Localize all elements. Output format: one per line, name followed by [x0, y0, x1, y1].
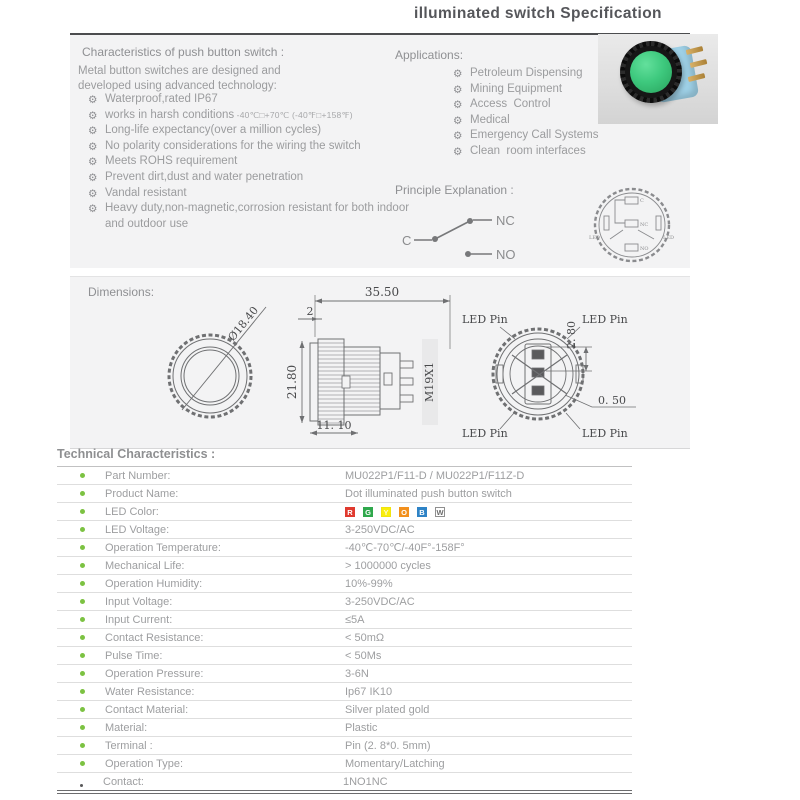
table-row [57, 665, 632, 683]
pinout-label-nc: NC [640, 222, 649, 228]
dim-led-pin-br: LED Pin [582, 427, 628, 440]
list-item: ⚙ Vandal resistant [88, 186, 187, 200]
gear-icon: ⚙ [88, 171, 98, 184]
gear-icon: ⚙ [88, 187, 98, 200]
table-row [57, 503, 632, 521]
led-color-swatch: W [436, 507, 444, 517]
dim-side-knurl: 11. 10 [316, 419, 352, 432]
row-value: MU022P1/F11-D / MU022P1/F11Z-D [345, 469, 525, 482]
table-row [57, 521, 632, 539]
gear-icon: ⚙ [453, 130, 463, 143]
page-title: illuminated switch Specification [414, 5, 662, 22]
table-row [57, 701, 632, 719]
circuit-label-c: C [402, 233, 412, 248]
green-button-face [630, 51, 672, 93]
list-item: ⚙ Petroleum Dispensing [453, 67, 583, 80]
table-row [57, 737, 632, 755]
row-label: LED Voltage: [105, 523, 170, 536]
led-color-swatch: Y [381, 507, 391, 517]
table-row [57, 683, 632, 701]
row-value: Plastic [345, 721, 378, 734]
table-row [57, 467, 632, 485]
row-label: Contact Resistance: [105, 631, 204, 644]
pinout-label-led-left: LED [589, 235, 600, 241]
principle-heading: Principle Explanation : [395, 183, 514, 197]
row-value: ≤5A [345, 613, 365, 626]
row-value: < 50Ms [345, 649, 382, 662]
gear-icon: ⚙ [88, 203, 98, 216]
gear-icon: ⚙ [88, 140, 98, 153]
list-item: ⚙ Clean room interfaces [453, 144, 586, 158]
characteristics-heading: Characteristics of push button switch : [82, 45, 285, 59]
dimensions-heading: Dimensions: [88, 285, 155, 299]
table-row [57, 593, 632, 611]
row-bullet-icon [80, 509, 85, 514]
dimension-drawing [70, 277, 690, 450]
row-bullet-icon [80, 473, 85, 478]
characteristics-intro: Metal button switches are designed and developed using advanced technology: [78, 65, 281, 92]
row-label: Pulse Time: [105, 649, 163, 662]
row-label: LED Color: [105, 505, 159, 518]
table-row [57, 611, 632, 629]
row-bullet-icon [80, 527, 85, 532]
row-bullet-icon [80, 617, 85, 622]
characteristics-list [88, 92, 423, 232]
gear-icon: ⚙ [88, 109, 98, 122]
row-value: Ip67 IK10 [345, 685, 393, 698]
dim-side-cap: 2 [306, 305, 314, 318]
row-bullet-icon [80, 599, 85, 604]
row-label: Product Name: [105, 487, 179, 500]
row-label: Water Resistance: [105, 685, 195, 698]
circuit-label-no: NO [496, 247, 516, 262]
led-color-swatch: O [399, 507, 409, 517]
led-color-swatch: G [363, 507, 373, 517]
circuit-diagram [398, 197, 558, 269]
row-value: 10%-99% [345, 577, 393, 590]
dimensions-panel [70, 276, 690, 449]
table-row [57, 575, 632, 593]
row-bullet-icon [80, 671, 85, 676]
tech-table [57, 467, 632, 794]
row-value: 3-250VDC/AC [345, 595, 415, 608]
row-bullet-icon [80, 689, 85, 694]
row-bullet-icon [80, 784, 83, 787]
row-bullet-icon [80, 743, 85, 748]
dim-led-pin-tr: LED Pin [582, 313, 628, 326]
table-row [57, 755, 632, 773]
dim-side-height: 21.80 [285, 364, 299, 400]
row-label: Operation Humidity: [105, 577, 203, 590]
row-label: Operation Pressure: [105, 667, 204, 680]
gear-icon: ⚙ [88, 125, 98, 138]
product-photo [598, 34, 718, 124]
row-label: Terminal : [105, 739, 153, 752]
row-bullet-icon [80, 653, 85, 658]
list-item: ⚙ Waterproof,rated IP67 [88, 93, 218, 106]
row-label: Part Number: [105, 469, 171, 482]
gear-icon: ⚙ [453, 83, 463, 96]
row-value: 1NO1NC [343, 775, 388, 788]
row-label: Input Voltage: [105, 595, 173, 608]
row-value: Momentary/Latching [345, 757, 445, 770]
dim-side-width: 35.50 [364, 285, 400, 299]
row-bullet-icon [80, 491, 85, 496]
row-bullet-icon [80, 563, 85, 568]
table-row [57, 719, 632, 737]
row-bullet-icon [80, 707, 85, 712]
button-bezel [620, 41, 682, 103]
row-bullet-icon [80, 725, 85, 730]
overview-panel [70, 33, 690, 268]
row-label: Operation Temperature: [105, 541, 221, 554]
led-color-swatch: R [345, 507, 355, 517]
led-color-swatch: B [417, 507, 427, 517]
row-value: 3-6N [345, 667, 369, 680]
table-row [57, 773, 632, 794]
tech-table-heading: Technical Characteristics : [57, 444, 632, 467]
gear-icon: ⚙ [453, 68, 463, 80]
row-value: -40℃-70℃/-40F°-158F° [345, 542, 465, 554]
table-row [57, 557, 632, 575]
row-bullet-icon [80, 761, 85, 766]
row-value: > 1000000 cycles [345, 559, 431, 572]
pinout-label-led-right: LED [663, 235, 674, 241]
gear-icon: ⚙ [453, 145, 463, 158]
dim-front-diameter: Ø18.40 [225, 303, 262, 344]
list-item: ⚙ Long-life expectancy(over a million cycles) [88, 124, 322, 138]
list-item: ⚙ Prevent dirt,dust and water penetration [88, 170, 304, 184]
pinout-diagram [568, 185, 698, 267]
row-bullet-icon [80, 635, 85, 640]
row-label: Contact: [103, 775, 144, 788]
row-label: Operation Type: [105, 757, 184, 770]
row-value [345, 507, 453, 517]
row-bullet-icon [80, 581, 85, 586]
table-row [57, 485, 632, 503]
row-label: Contact Material: [105, 703, 189, 716]
technical-characteristics [57, 444, 632, 794]
pinout-label-c: C [640, 198, 644, 204]
dim-led-pin-bl: LED Pin [462, 427, 508, 440]
list-item: ⚙ works in harsh conditions -40℃□+70℃ (-40℉□+158℉) [88, 108, 353, 122]
row-value: Dot illuminated push button switch [345, 487, 512, 500]
row-value: Silver plated gold [345, 703, 430, 716]
row-value: 3-250VDC/AC [345, 523, 415, 536]
gear-icon: ⚙ [88, 156, 98, 169]
row-label: Mechanical Life: [105, 559, 185, 572]
dim-back-pin-spacing: 2. 80 [565, 321, 578, 349]
row-value: Pin (2. 8*0. 5mm) [345, 739, 431, 752]
table-row [57, 647, 632, 665]
row-label: Input Current: [105, 613, 173, 626]
row-bullet-icon [80, 545, 85, 550]
row-value: < 50mΩ [345, 631, 385, 644]
list-item: ⚙ Meets ROHS requirement [88, 155, 238, 169]
dim-thread: M19X1 [423, 361, 436, 403]
list-item: ⚙ Mining Equipment [453, 82, 563, 96]
gear-icon: ⚙ [453, 114, 463, 127]
pinout-label-no: NO [640, 246, 649, 252]
circuit-label-nc: NC [496, 213, 515, 228]
gear-icon: ⚙ [453, 99, 463, 112]
table-row [57, 539, 632, 557]
dim-led-pin-tl: LED Pin [462, 313, 508, 326]
row-label: Material: [105, 721, 148, 734]
dim-back-pin-thickness: 0. 50 [598, 394, 626, 407]
list-item: ⚙ Access Control [453, 98, 551, 112]
list-item: ⚙ Emergency Call Systems [453, 129, 599, 143]
table-row [57, 629, 632, 647]
list-item: ⚙ Heavy duty,non-magnetic,corrosion resistant for both indoor and outdoor use [88, 202, 410, 230]
list-item: ⚙ No polarity considerations for the wiring the switch [88, 139, 361, 153]
gear-icon: ⚙ [88, 94, 98, 106]
list-item: ⚙ Medical [453, 113, 510, 127]
applications-heading: Applications: [395, 48, 464, 62]
